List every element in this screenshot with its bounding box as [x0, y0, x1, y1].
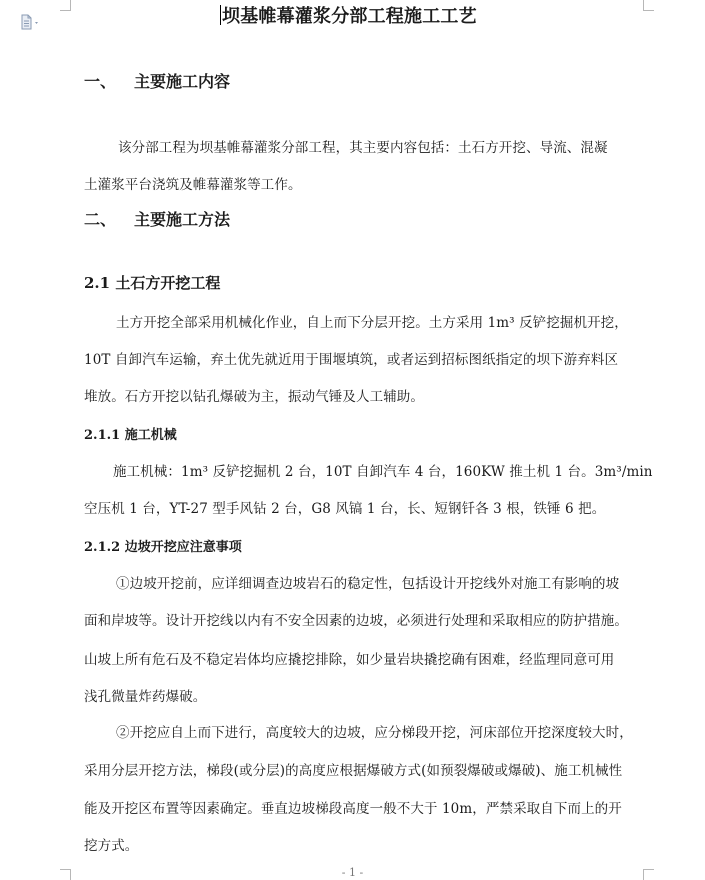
- paragraph-line: 土方开挖全部采用机械化作业，自上而下分层开挖。土方采用 1m³ 反铲挖掘机开挖，: [116, 315, 628, 331]
- paragraph-line: 该分部工程为坝基帷幕灌浆分部工程，其主要内容包括：土石方开挖、导流、混凝: [118, 140, 608, 156]
- page-number: - 1 -: [341, 866, 364, 879]
- paragraph-line: 面和岸坡等。设计开挖线以内有不安全因素的边坡，必须进行处理和采取相应的防护措施。: [84, 613, 628, 629]
- section-heading: 主要施工方法: [134, 210, 231, 229]
- subsubsection-heading: 2.1.1 施工机械: [84, 428, 177, 443]
- section-number: 一、: [84, 72, 117, 91]
- paragraph-line: 施工机械：1m³ 反铲挖掘机 2 台，10T 自卸汽车 4 台，160KW 推土机 1 台。3m³/min: [113, 464, 653, 480]
- page-corner-mark: [643, 0, 654, 11]
- text-cursor: [220, 5, 221, 25]
- paragraph-line: 挖方式。: [84, 838, 139, 854]
- section-heading: 主要施工内容: [134, 72, 231, 91]
- paragraph-line: ①边坡开挖前，应详细调查边坡岩石的稳定性，包括设计开挖线外对施工有影响的坡: [116, 576, 620, 592]
- section-number: 二、: [84, 210, 117, 229]
- paragraph-line: 10T 自卸汽车运输，弃土优先就近用于围堰填筑，或者运到招标图纸指定的坝下游弃料区: [84, 352, 619, 368]
- paragraph-line: 堆放。石方开挖以钻孔爆破为主，振动气锤及人工辅助。: [84, 389, 424, 405]
- page-corner-mark: [60, 0, 71, 11]
- subsubsection-heading: 2.1.2 边坡开挖应注意事项: [84, 540, 242, 555]
- paragraph-line: ②开挖应自上而下进行，高度较大的边坡，应分梯段开挖，河床部位开挖深度较大时，: [116, 725, 633, 741]
- paragraph-line: 土灌浆平台浇筑及帷幕灌浆等工作。: [84, 177, 302, 193]
- paragraph-line: 空压机 1 台，YT-27 型手风钻 2 台，G8 风镐 1 台，长、短钢钎各 3 根，铁锤 6 把。: [84, 501, 606, 517]
- paragraph-line: 浅孔微量炸药爆破。: [84, 689, 207, 705]
- paragraph-line: 山坡上所有危石及不稳定岩体均应撬挖排除，如少量岩块撬挖确有困难，经监理同意可用: [84, 652, 615, 668]
- paragraph-line: 能及开挖区布置等因素确定。垂直边坡梯段高度一般不大于 10m，严禁采取自下而上的开: [84, 801, 622, 817]
- paragraph-line: 采用分层开挖方法，梯段(或分层)的高度应根据爆破方式(如预裂爆破或爆破)、施工机械性: [84, 763, 623, 779]
- document-title[interactable]: 坝基帷幕灌浆分部工程施工工艺: [222, 6, 477, 27]
- document-icon[interactable]: [20, 14, 44, 30]
- subsection-heading: 2.1 土石方开挖工程: [84, 274, 221, 292]
